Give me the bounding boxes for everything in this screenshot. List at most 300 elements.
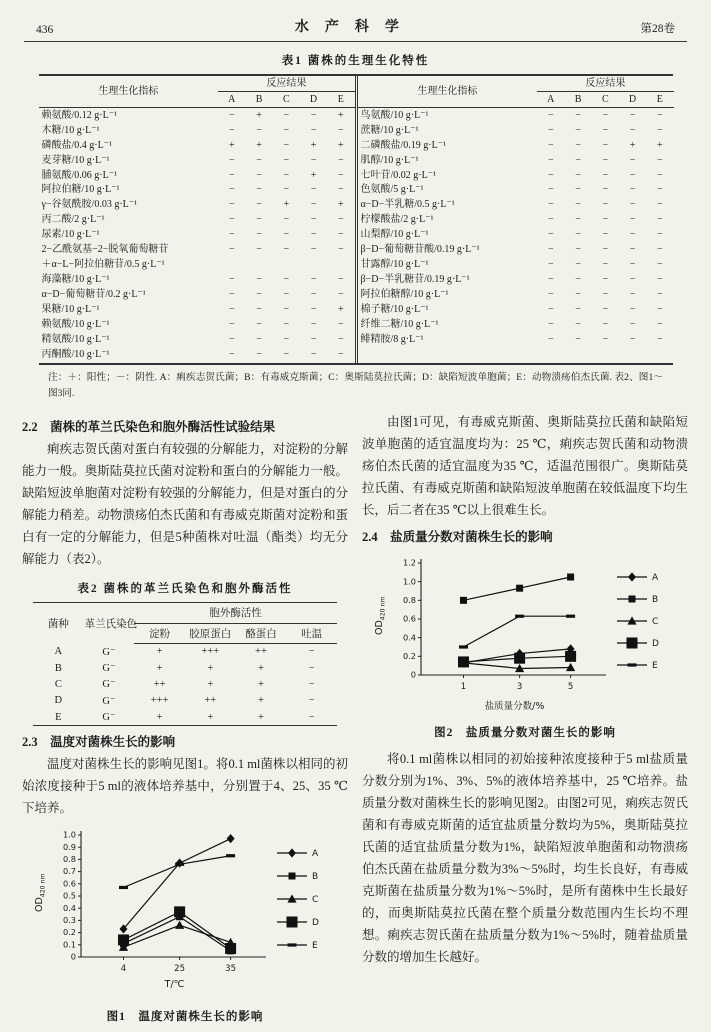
reaction-result-cell: − bbox=[310, 334, 317, 346]
y-tick-label: 0.2 bbox=[402, 651, 416, 662]
reaction-result-cell: − bbox=[256, 319, 262, 331]
enzyme-activity-cell: + bbox=[156, 646, 163, 658]
reaction-result-cell: − bbox=[547, 244, 554, 256]
indicator-label: 2−乙酰氨基−2−脱氧葡萄糖苷 bbox=[41, 244, 169, 256]
figure-1-caption: 图1 温度对菌株生长的影响 bbox=[106, 1011, 264, 1024]
indicator-label: β−D−半乳糖苷/0.19 g·L⁻¹ bbox=[360, 274, 470, 286]
enzyme-activity-cell: + bbox=[257, 695, 264, 707]
enzyme-activity-cell: + bbox=[156, 662, 163, 674]
indicator-label: 麦芽糖/10 g·L⁻¹ bbox=[41, 154, 110, 166]
reaction-result-cell: − bbox=[629, 109, 636, 121]
reaction-result-cell: − bbox=[228, 274, 235, 286]
x-tick-label: 5 bbox=[567, 682, 574, 693]
gram-cell: G⁻ bbox=[102, 679, 116, 691]
reaction-result-cell: − bbox=[629, 259, 636, 271]
x-axis-title: T/℃ bbox=[164, 979, 185, 991]
table2 bbox=[33, 602, 337, 726]
table-row bbox=[39, 303, 355, 318]
reaction-result-cell: − bbox=[338, 319, 344, 331]
legend-label: C bbox=[312, 895, 319, 906]
reaction-result-cell: − bbox=[283, 169, 290, 181]
reaction-result-cell: − bbox=[657, 199, 663, 211]
triangle-marker bbox=[175, 921, 184, 929]
reaction-result-cell: − bbox=[547, 109, 554, 121]
table-row bbox=[39, 213, 355, 228]
enzyme-activity-cell: ++ bbox=[204, 695, 217, 707]
reaction-result-cell: − bbox=[657, 319, 663, 331]
reaction-result-cell: − bbox=[657, 169, 663, 181]
running-head bbox=[22, 14, 689, 41]
reaction-result-cell: − bbox=[256, 229, 262, 241]
reaction-result-cell bbox=[218, 258, 245, 273]
table-row bbox=[33, 660, 337, 676]
biochem-table bbox=[39, 76, 355, 363]
table-row bbox=[358, 153, 674, 168]
reaction-result-cell: − bbox=[547, 184, 554, 196]
table-row bbox=[39, 333, 355, 348]
indicator-label: 甘露醇/10 g·L⁻¹ bbox=[360, 259, 429, 271]
table1-note: 注：＋：阳性；－：阴性. A：痢疾志贺氏菌；B：有毒威克斯菌；C：奥斯陆莫拉氏菌；D：缺陷短波单胞菌；E：动物溃疡伯杰氏菌. 表2、图1～图3同. bbox=[48, 371, 663, 400]
reaction-result-cell: + bbox=[338, 109, 344, 121]
reaction-result-cell: + bbox=[283, 199, 290, 211]
reaction-result-cell: − bbox=[547, 169, 554, 181]
legend-label: A bbox=[652, 573, 659, 584]
reaction-result-cell: − bbox=[657, 109, 663, 121]
x-tick-label: 3 bbox=[516, 682, 523, 693]
table-row bbox=[39, 153, 355, 168]
table-row bbox=[358, 273, 674, 288]
volume-label: 第28卷 bbox=[640, 23, 675, 35]
large-square-marker bbox=[514, 653, 525, 664]
reaction-result-cell: − bbox=[228, 244, 235, 256]
reaction-result-cell: − bbox=[629, 214, 636, 226]
biochem-table bbox=[358, 76, 674, 348]
reaction-result-cell: − bbox=[228, 169, 235, 181]
enzyme-group-header: 胞外酶活性 bbox=[134, 603, 337, 623]
reaction-result-cell: − bbox=[602, 334, 609, 346]
dash-marker bbox=[459, 646, 468, 649]
reaction-result-cell: − bbox=[657, 124, 663, 136]
indicator-label: 蔗糖/10 g·L⁻¹ bbox=[360, 124, 419, 136]
reaction-result-cell: − bbox=[338, 169, 344, 181]
reaction-result-cell: − bbox=[575, 229, 581, 241]
table-row bbox=[39, 198, 355, 213]
strain-column-header: B bbox=[245, 91, 272, 107]
reaction-result-cell: − bbox=[547, 319, 554, 331]
indicator-label: 赖氨酸/10 g·L⁻¹ bbox=[41, 319, 110, 331]
table-row bbox=[358, 288, 674, 303]
reaction-result-cell: − bbox=[283, 304, 290, 316]
enzyme-activity-cell: − bbox=[308, 662, 315, 674]
reaction-result-cell: − bbox=[310, 304, 317, 316]
x-tick-label: 1 bbox=[460, 682, 467, 693]
indicator-label: 纤维二糖/10 g·L⁻¹ bbox=[360, 319, 439, 331]
x-tick-label: 35 bbox=[225, 964, 237, 975]
reaction-result-cell: − bbox=[338, 184, 344, 196]
reaction-result-cell: − bbox=[256, 214, 262, 226]
legend-label: E bbox=[652, 661, 658, 672]
header-rule bbox=[24, 41, 687, 42]
result-header: 反应结果 bbox=[218, 76, 354, 91]
large-square-marker bbox=[458, 657, 469, 668]
diamond-marker bbox=[288, 849, 296, 858]
legend-label: D bbox=[652, 639, 659, 650]
indicator-label: 脯氨酸/0.06 g·L⁻¹ bbox=[41, 169, 117, 181]
reaction-result-cell: − bbox=[602, 319, 609, 331]
figure-1 bbox=[22, 825, 348, 1024]
reaction-result-cell: − bbox=[338, 214, 344, 226]
enzyme-column-header: 吐温 bbox=[286, 623, 337, 643]
dash-marker bbox=[226, 855, 235, 858]
strain-column-header: D bbox=[300, 91, 327, 107]
indicator-label: α−D−葡萄糖苷/0.2 g·L⁻¹ bbox=[41, 289, 146, 301]
enzyme-activity-cell: + bbox=[257, 662, 264, 674]
section-2-4-paragraph: 将0.1 ml菌株以相同的初始接种浓度接种于5 ml盐质量分数分别为1%、3%、5%的液体培养基中，25 ℃培养。盐质量分数对菌株生长的影响见图2。由图2可见，痢疾志贺氏菌和有毒威克斯菌的适宜盐质量分数均为5%，奥斯陆莫拉氏菌的适宜盐质量分数为1%，缺陷短波单胞菌和动物溃疡伯杰氏菌在盐质量分数为3%～5%时，均生长良好，有毒威克斯菌在盐质量分数为1%～5%时，是所有菌株中生长最好的，而奥斯陆莫拉氏菌在整个质量分数范围内生长均不理想。痢疾志贺氏菌在盐质量分数为1%～5%时，随着盐质量分数的增加生长越好。 bbox=[362, 752, 688, 965]
reaction-result-cell: − bbox=[602, 139, 609, 151]
reaction-result-cell: − bbox=[547, 334, 554, 346]
reaction-result-cell: − bbox=[310, 289, 317, 301]
y-tick-label: 0 bbox=[70, 951, 76, 962]
reaction-result-cell: − bbox=[256, 334, 262, 346]
reaction-result-cell: − bbox=[283, 274, 290, 286]
table-row bbox=[33, 693, 337, 709]
reaction-result-cell: + bbox=[310, 139, 317, 151]
enzyme-column-header: 酪蛋白 bbox=[236, 623, 287, 643]
y-axis-title: $OD_{420 nm}$ bbox=[34, 873, 47, 913]
strain-column-header: C bbox=[273, 91, 300, 107]
table-row bbox=[358, 213, 674, 228]
reaction-result-cell: − bbox=[575, 109, 581, 121]
series-line-B bbox=[124, 917, 231, 951]
enzyme-activity-cell: +++ bbox=[150, 695, 169, 707]
reaction-result-cell: − bbox=[256, 199, 262, 211]
table-row bbox=[358, 138, 674, 153]
reaction-result-cell: − bbox=[629, 184, 636, 196]
indicator-header: 生理生化指标 bbox=[358, 76, 538, 107]
indicator-label: 海藻糖/10 g·L⁻¹ bbox=[41, 274, 110, 286]
reaction-result-cell: − bbox=[575, 259, 581, 271]
reaction-result-cell: − bbox=[629, 319, 636, 331]
reaction-result-cell: − bbox=[602, 259, 609, 271]
reaction-result-cell: − bbox=[657, 304, 663, 316]
table-row bbox=[39, 318, 355, 333]
table-row bbox=[39, 348, 355, 363]
reaction-result-cell: − bbox=[547, 289, 554, 301]
reaction-result-cell: − bbox=[547, 214, 554, 226]
reaction-result-cell: − bbox=[228, 319, 235, 331]
indicator-label: 精氨酸/10 g·L⁻¹ bbox=[41, 334, 110, 346]
dash-marker bbox=[566, 615, 575, 618]
table-row bbox=[39, 228, 355, 243]
reaction-result-cell: − bbox=[602, 289, 609, 301]
reaction-result-cell: − bbox=[228, 214, 235, 226]
reaction-result-cell: − bbox=[283, 154, 290, 166]
reaction-result-cell: − bbox=[310, 199, 317, 211]
table-row bbox=[358, 183, 674, 198]
reaction-result-cell bbox=[327, 258, 354, 273]
reaction-result-cell: − bbox=[602, 169, 609, 181]
reaction-result-cell bbox=[273, 258, 300, 273]
reaction-result-cell: − bbox=[602, 229, 609, 241]
section-2-2-paragraph: 痢疾志贺氏菌对蛋白有较强的分解能力，对淀粉的分解能力一般。奥斯陆莫拉氏菌对淀粉和蛋白的分解能力一般。缺陷短波单胞菌对淀粉有较强的分解能力，但是对蛋白的分解能力稍差。动物溃疡伯杰氏菌和有毒威克斯菌对淀粉和蛋白有一定的分解能力，但是5种菌株对吐温（酯类）均无分解能力（表2）。 bbox=[22, 442, 348, 567]
legend-label: D bbox=[312, 918, 319, 929]
table-row bbox=[358, 258, 674, 273]
indicator-label: 色氨酸/5 g·L⁻¹ bbox=[360, 184, 424, 196]
table2-caption: 表2 菌株的革兰氏染色和胞外酶活性 bbox=[77, 583, 293, 596]
page-number: 436 bbox=[36, 24, 54, 36]
strain-cell: E bbox=[55, 711, 62, 723]
indicator-label: 柠檬酸盐/2 g·L⁻¹ bbox=[360, 214, 434, 226]
reaction-result-cell: + bbox=[657, 139, 663, 151]
reaction-result-cell: − bbox=[310, 274, 317, 286]
enzyme-activity-cell: +++ bbox=[201, 646, 220, 658]
table-row bbox=[33, 644, 337, 660]
indicator-label: β−D−葡萄糖苷酸/0.19 g·L⁻¹ bbox=[360, 244, 480, 256]
reaction-result-cell: − bbox=[575, 244, 581, 256]
indicator-label: 阿拉伯糖/10 g·L⁻¹ bbox=[41, 184, 120, 196]
reaction-result-cell: − bbox=[575, 289, 581, 301]
reaction-result-cell: − bbox=[629, 304, 636, 316]
table-row bbox=[358, 107, 674, 122]
indicator-label: 鸟氨酸/10 g·L⁻¹ bbox=[360, 109, 429, 121]
y-tick-label: 1.0 bbox=[62, 829, 76, 840]
reaction-result-cell: − bbox=[575, 334, 581, 346]
right-column bbox=[362, 411, 688, 1024]
reaction-result-cell: − bbox=[256, 154, 262, 166]
table-row bbox=[39, 123, 355, 138]
table-row bbox=[39, 273, 355, 288]
reaction-result-cell: − bbox=[602, 274, 609, 286]
gram-cell: G⁻ bbox=[102, 663, 116, 675]
table-row bbox=[39, 168, 355, 183]
reaction-result-cell: − bbox=[228, 184, 235, 196]
reaction-result-cell: + bbox=[310, 169, 317, 181]
large-square-marker bbox=[565, 651, 576, 662]
reaction-result-cell: − bbox=[283, 289, 290, 301]
reaction-result-cell: − bbox=[629, 154, 636, 166]
table-row bbox=[33, 709, 337, 726]
reaction-result-cell: + bbox=[338, 304, 344, 316]
indicator-label: 磷酸盐/0.4 g·L⁻¹ bbox=[41, 139, 112, 151]
two-column-body bbox=[22, 411, 689, 1024]
reaction-result-cell: − bbox=[629, 199, 636, 211]
enzyme-activity-cell: ++ bbox=[255, 646, 267, 658]
large-square-marker bbox=[627, 638, 638, 649]
reaction-result-cell: − bbox=[283, 229, 290, 241]
reaction-result-cell: − bbox=[657, 334, 663, 346]
reaction-result-cell: − bbox=[575, 124, 581, 136]
reaction-result-cell: − bbox=[256, 184, 262, 196]
y-tick-label: 0.5 bbox=[62, 890, 76, 901]
strain-column-header: A bbox=[537, 91, 564, 107]
reaction-result-cell: − bbox=[602, 244, 609, 256]
reaction-result-cell: − bbox=[602, 184, 609, 196]
indicator-label: ＋α−L−阿拉伯糖苷/0.5 g·L⁻¹ bbox=[41, 259, 165, 271]
y-tick-label: 0.6 bbox=[402, 613, 416, 624]
reaction-result-cell: − bbox=[283, 214, 290, 226]
reaction-result-cell: − bbox=[228, 349, 235, 361]
section-2-2-heading: 2.2 菌株的革兰氏染色和胞外酶活性试验结果 bbox=[22, 420, 276, 435]
enzyme-activity-cell: + bbox=[257, 711, 264, 723]
indicator-header: 生理生化指标 bbox=[39, 76, 219, 107]
figure-2-chart bbox=[369, 551, 681, 717]
reaction-result-cell: − bbox=[338, 289, 344, 301]
reaction-result-cell: − bbox=[310, 349, 317, 361]
large-square-marker bbox=[225, 943, 236, 954]
reaction-result-cell: − bbox=[629, 229, 636, 241]
reaction-result-cell: − bbox=[283, 244, 290, 256]
dash-marker bbox=[119, 886, 128, 889]
strain-column-header: A bbox=[218, 91, 245, 107]
reaction-result-cell: − bbox=[256, 289, 262, 301]
reaction-result-cell: − bbox=[602, 154, 609, 166]
reaction-result-cell: − bbox=[256, 349, 262, 361]
indicator-label: 木糖/10 g·L⁻¹ bbox=[41, 124, 100, 136]
square-marker bbox=[289, 873, 296, 880]
table-row bbox=[39, 258, 355, 273]
reaction-result-cell bbox=[300, 258, 327, 273]
dash-marker bbox=[175, 863, 184, 866]
reaction-result-cell: − bbox=[256, 244, 262, 256]
table-row bbox=[39, 243, 355, 258]
strain-column-header: C bbox=[592, 91, 619, 107]
dash-marker bbox=[515, 615, 524, 618]
reaction-result-cell: − bbox=[283, 334, 290, 346]
indicator-label: 二磷酸盐/0.19 g·L⁻¹ bbox=[360, 139, 446, 151]
indicator-label: 鲱精胺/8 g·L⁻¹ bbox=[360, 334, 424, 346]
gram-cell: G⁻ bbox=[102, 712, 116, 724]
reaction-result-cell: − bbox=[575, 139, 581, 151]
enzyme-activity-cell: + bbox=[207, 662, 214, 674]
gram-cell: G⁻ bbox=[102, 646, 116, 658]
indicator-label: 阿拉伯糖醇/10 g·L⁻¹ bbox=[360, 289, 449, 301]
reaction-result-cell: − bbox=[310, 154, 317, 166]
reaction-result-cell: − bbox=[310, 109, 317, 121]
section-2-3-heading: 2.3 温度对菌株生长的影响 bbox=[22, 735, 176, 750]
enzyme-activity-cell: − bbox=[308, 678, 315, 690]
indicator-label: 丙酮酸/10 g·L⁻¹ bbox=[41, 349, 110, 361]
reaction-result-cell: − bbox=[657, 259, 663, 271]
reaction-result-cell: − bbox=[629, 274, 636, 286]
indicator-label: 山梨醇/10 g·L⁻¹ bbox=[360, 229, 429, 241]
reaction-result-cell: − bbox=[256, 304, 262, 316]
table-row bbox=[358, 123, 674, 138]
reaction-result-cell: − bbox=[602, 304, 609, 316]
strain-cell: B bbox=[54, 662, 62, 674]
y-tick-label: 0.3 bbox=[62, 915, 76, 926]
reaction-result-cell: − bbox=[310, 319, 317, 331]
reaction-result-cell: − bbox=[283, 319, 290, 331]
reaction-result-cell: − bbox=[547, 304, 554, 316]
reaction-result-cell: − bbox=[228, 304, 235, 316]
reaction-result-cell: + bbox=[338, 199, 344, 211]
reaction-result-cell: − bbox=[657, 214, 663, 226]
large-square-marker bbox=[174, 907, 185, 918]
table1-left-half bbox=[39, 76, 355, 363]
reaction-result-cell: − bbox=[310, 229, 317, 241]
reaction-result-cell: − bbox=[547, 229, 554, 241]
reaction-result-cell: − bbox=[547, 259, 554, 271]
reaction-result-cell: − bbox=[338, 349, 344, 361]
enzyme-column-header: 淀粉 bbox=[134, 623, 185, 643]
enzyme-activity-cell: − bbox=[308, 711, 315, 723]
y-tick-label: 0 bbox=[410, 669, 416, 680]
reaction-result-cell: − bbox=[338, 124, 344, 136]
gram-enzyme-table bbox=[33, 602, 337, 726]
reaction-result-cell: − bbox=[547, 274, 554, 286]
indicator-label: γ−谷氨酰胺/0.03 g·L⁻¹ bbox=[41, 199, 138, 211]
reaction-result-cell: − bbox=[657, 154, 663, 166]
y-tick-label: 0.8 bbox=[402, 595, 416, 606]
strain-cell: D bbox=[54, 695, 63, 707]
reaction-result-cell: − bbox=[575, 154, 581, 166]
diamond-marker bbox=[628, 573, 636, 582]
reaction-result-cell: − bbox=[228, 109, 235, 121]
reaction-result-cell: − bbox=[228, 124, 235, 136]
reaction-result-cell: + bbox=[256, 109, 262, 121]
left-column bbox=[22, 411, 348, 1024]
reaction-result-cell: − bbox=[338, 334, 344, 346]
reaction-result-cell: − bbox=[575, 169, 581, 181]
figure-2-caption: 图2 盐质量分数对菌生长的影响 bbox=[434, 727, 616, 740]
reaction-result-cell: − bbox=[602, 109, 609, 121]
x-tick-label: 25 bbox=[174, 964, 186, 975]
legend-label: C bbox=[652, 617, 659, 628]
reaction-result-cell: − bbox=[629, 244, 636, 256]
square-marker bbox=[460, 597, 467, 604]
reaction-result-cell: − bbox=[256, 169, 262, 181]
reaction-result-cell: + bbox=[256, 139, 262, 151]
reaction-result-cell: − bbox=[256, 124, 262, 136]
reaction-result-cell: − bbox=[575, 184, 581, 196]
table1 bbox=[39, 74, 673, 365]
reaction-result-cell: − bbox=[310, 184, 317, 196]
reaction-result-cell: − bbox=[602, 124, 609, 136]
table-row bbox=[39, 183, 355, 198]
enzyme-activity-cell: ++ bbox=[153, 678, 166, 690]
reaction-result-cell: + bbox=[338, 139, 344, 151]
strain-column-header: E bbox=[327, 91, 354, 107]
enzyme-activity-cell: + bbox=[207, 678, 214, 690]
x-tick-label: 4 bbox=[120, 964, 127, 975]
table-row bbox=[358, 168, 674, 183]
large-square-marker bbox=[118, 935, 129, 946]
square-marker bbox=[567, 574, 574, 581]
table-row bbox=[358, 333, 674, 348]
square-marker bbox=[629, 596, 636, 603]
table-row bbox=[358, 303, 674, 318]
reaction-result-cell: − bbox=[657, 274, 663, 286]
diamond-marker bbox=[227, 834, 235, 843]
strain-header: 菌种 bbox=[47, 618, 69, 630]
strain-column-header: B bbox=[564, 91, 591, 107]
reaction-result-cell: − bbox=[657, 184, 663, 196]
reaction-result-cell: + bbox=[228, 139, 235, 151]
reaction-result-cell: − bbox=[575, 304, 581, 316]
reaction-result-cell: − bbox=[547, 124, 554, 136]
gram-cell: G⁻ bbox=[102, 695, 116, 707]
reaction-result-cell: − bbox=[629, 334, 636, 346]
y-tick-label: 0.8 bbox=[62, 854, 76, 865]
y-tick-label: 1.0 bbox=[402, 576, 416, 587]
reaction-result-cell: − bbox=[657, 229, 663, 241]
reaction-result-cell: − bbox=[283, 349, 290, 361]
reaction-result-cell: − bbox=[283, 124, 290, 136]
reaction-result-cell: − bbox=[228, 289, 235, 301]
dash-marker bbox=[288, 944, 297, 947]
y-tick-label: 0.4 bbox=[402, 632, 416, 643]
series-line-E bbox=[124, 856, 231, 888]
